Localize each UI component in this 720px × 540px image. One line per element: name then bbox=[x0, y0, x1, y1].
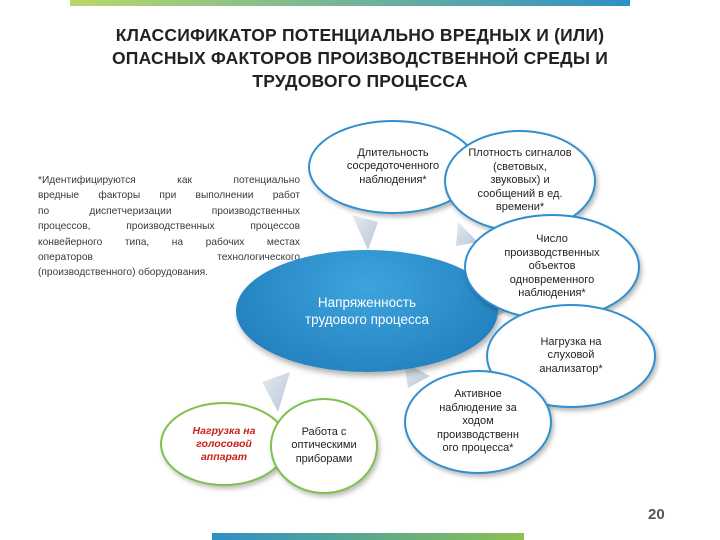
bubble-active-observation bbox=[404, 370, 552, 474]
bubble-line: одновременного bbox=[509, 273, 595, 286]
title-line-3: ТРУДОВОГО ПРОЦЕССА bbox=[252, 71, 468, 91]
bubble-line: времени* bbox=[495, 201, 545, 214]
title-line-2: ОПАСНЫХ ФАКТОРОВ ПРОИЗВОДСТВЕННОЙ СРЕДЫ И bbox=[112, 48, 608, 68]
bubble-line: Активное bbox=[454, 388, 502, 401]
footnote-line: операторов технологического bbox=[38, 252, 300, 264]
center-label-line: Напряженность bbox=[317, 295, 417, 310]
bottom-accent-bar bbox=[212, 533, 524, 540]
bubble-line: наблюдения* bbox=[359, 173, 427, 186]
bubble-line: Нагрузка на bbox=[540, 335, 602, 348]
footnote-line: конвейерного типа, на рабочих местах bbox=[38, 236, 300, 248]
bubble-line: сосредоточенного bbox=[346, 160, 440, 173]
bubble-line: оптическими bbox=[291, 439, 357, 452]
bubble-line: звуковых) и bbox=[490, 174, 550, 187]
bubble-line: голосовой bbox=[196, 437, 252, 450]
bubble-line: объектов bbox=[528, 260, 576, 273]
bubble-line: наблюдение за bbox=[439, 401, 517, 414]
bubble-line: производственных bbox=[504, 246, 600, 259]
bubble-line: аппарат bbox=[200, 450, 248, 463]
bubble-line: сообщений в ед. bbox=[477, 187, 563, 200]
bubble-line: производственн bbox=[437, 428, 519, 441]
footnote-line: *Идентифицируются как потенциально bbox=[38, 175, 300, 186]
center-label-line: трудового процесса bbox=[304, 312, 430, 327]
bubble-line: Число bbox=[536, 233, 568, 246]
bubble-line: Длительность bbox=[357, 146, 429, 159]
central-node-work-intensity bbox=[236, 250, 498, 372]
bubble-line: ходом bbox=[462, 415, 494, 428]
page-number: 20 bbox=[648, 506, 665, 523]
bubble-line: Плотность сигналов bbox=[468, 147, 572, 160]
bubble-line: слуховой bbox=[547, 349, 595, 362]
connector-arrow bbox=[352, 215, 378, 250]
connector-arrow bbox=[262, 372, 290, 412]
bubble-line: анализатор* bbox=[539, 362, 603, 375]
bubble-optical-devices bbox=[270, 398, 378, 494]
bubble-line: приборами bbox=[295, 452, 353, 465]
bubble-line: ого процесса* bbox=[442, 442, 514, 455]
footnote-line: процессов, производственных процессов bbox=[38, 221, 300, 233]
title-line-1: КЛАССИФИКАТОР ПОТЕНЦИАЛЬНО ВРЕДНЫХ И (ИЛИ) bbox=[115, 25, 605, 45]
bubble-voice-load bbox=[160, 402, 288, 486]
bubble-simultaneous-objects bbox=[464, 214, 640, 320]
bubble-line: Нагрузка на bbox=[192, 424, 256, 437]
bubble-line: наблюдения* bbox=[518, 287, 586, 300]
footnote-line: вредные факторы при выполнении работ bbox=[38, 190, 300, 202]
bubble-line: Работа с bbox=[301, 425, 347, 438]
bubble-line: (световых, bbox=[493, 160, 547, 173]
footnote-line: (производственного) оборудования. bbox=[38, 267, 209, 279]
footnote-line: по диспетчеризации производственных bbox=[38, 205, 300, 217]
